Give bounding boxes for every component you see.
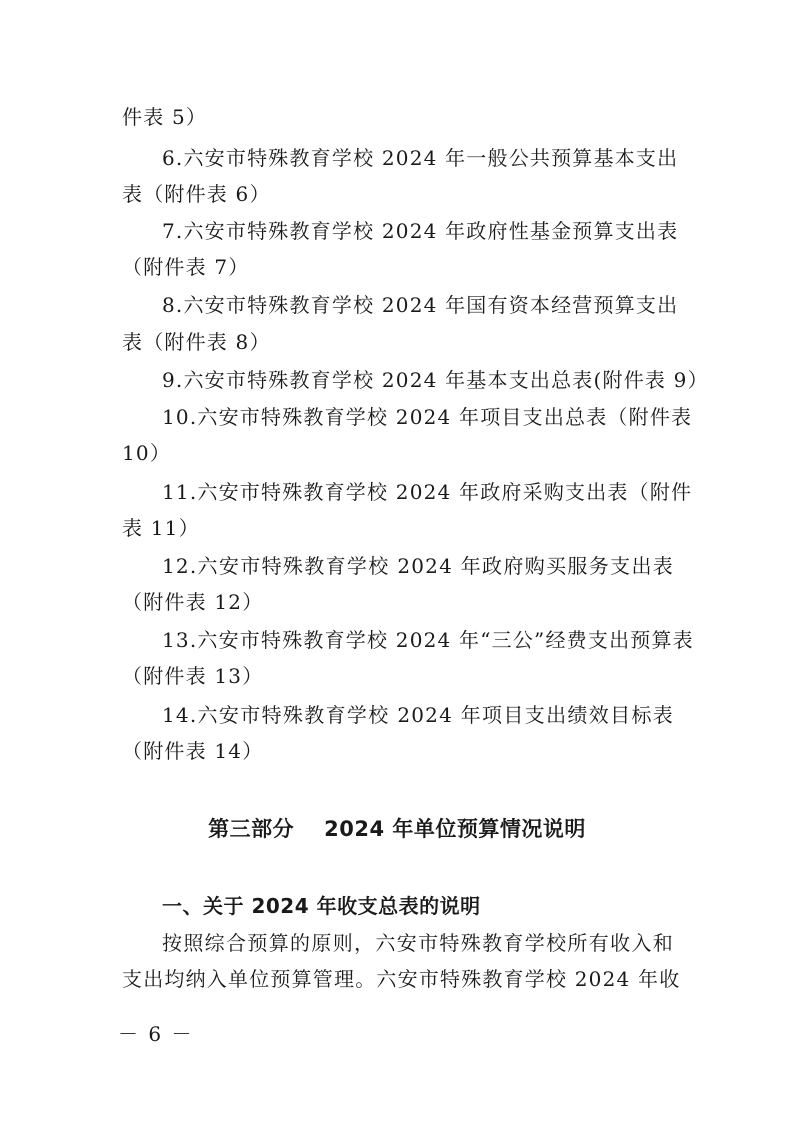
attachment-item-6-line-1: 6.六安市特殊教育学校 2024 年一般公共预算基本支出 — [162, 146, 679, 170]
attachment-item-14-line-1: 14.六安市特殊教育学校 2024 年项目支出绩效目标表 — [162, 703, 674, 727]
attachment-item-7-line-1: 7.六安市特殊教育学校 2024 年政府性基金预算支出表 — [162, 219, 679, 243]
paragraph-line-2: 支出均纳入单位预算管理。六安市特殊教育学校 2024 年收 — [122, 967, 681, 991]
attachment-item-8-line-2: 表（附件表 8） — [122, 330, 271, 354]
attachment-item-11-line-1: 11.六安市特殊教育学校 2024 年政府采购支出表（附件 — [162, 480, 693, 504]
attachment-item-10-line-2: 10） — [122, 441, 172, 465]
attachment-item-12-line-2: （附件表 12） — [122, 590, 264, 614]
section-part-label: 第三部分 — [208, 817, 295, 841]
attachment-item-11-line-2: 表 11） — [122, 516, 200, 540]
attachment-item-8-line-1: 8.六安市特殊教育学校 2024 年国有资本经营预算支出 — [162, 293, 679, 317]
attachment-item-12-line-1: 12.六安市特殊教育学校 2024 年政府购买服务支出表 — [162, 554, 674, 578]
attachment-item-13-line-2: （附件表 13） — [122, 664, 264, 688]
attachment-item-6-line-2: 表（附件表 6） — [122, 182, 271, 206]
attachment-item-14-line-2: （附件表 14） — [122, 739, 264, 763]
paragraph-line-1: 按照综合预算的原则，六安市特殊教育学校所有收入和 — [162, 931, 674, 955]
attachment-item-9-line-1: 9.六安市特殊教育学校 2024 年基本支出总表(附件表 9） — [162, 368, 709, 392]
attachment-item-5-continuation: 件表 5） — [122, 105, 208, 129]
page-number: － 6 － — [118, 1022, 194, 1046]
section-title — [0, 815, 794, 843]
attachment-item-10-line-1: 10.六安市特殊教育学校 2024 年项目支出总表（附件表 — [162, 405, 693, 429]
attachment-item-13-line-1: 13.六安市特殊教育学校 2024 年“三公”经费支出预算表 — [162, 628, 694, 652]
attachment-item-7-line-2: （附件表 7） — [122, 255, 250, 279]
subsection-heading: 一、关于 2024 年收支总表的说明 — [162, 894, 481, 918]
section-title-text: 2024 年单位预算情况说明 — [324, 817, 586, 841]
